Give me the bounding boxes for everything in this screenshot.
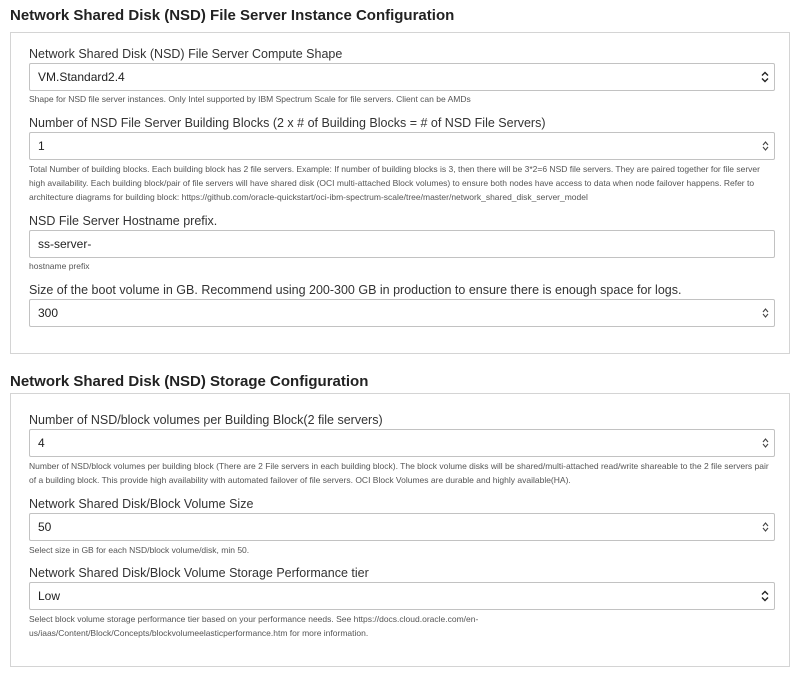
performance-tier-select-wrap [29, 582, 775, 610]
compute-shape-label: Network Shared Disk (NSD) File Server Compute Shape [29, 47, 343, 61]
building-blocks-input[interactable] [29, 132, 775, 160]
select-updown-icon [761, 63, 769, 91]
select-updown-icon [761, 582, 769, 610]
volume-size-value: 50 [38, 520, 52, 534]
storage-panel [10, 393, 790, 667]
hostname-prefix-label: NSD File Server Hostname prefix. [29, 214, 218, 228]
volume-size-help: Select size in GB for each NSD/block volume/disk, min 50. [29, 545, 250, 555]
file-server-panel [10, 32, 790, 354]
boot-volume-label: Size of the boot volume in GB. Recommend using 200-300 GB in production to ensure there is enough space for logs. [29, 283, 682, 297]
performance-tier-label: Network Shared Disk/Block Volume Storage Performance tier [29, 566, 369, 580]
building-blocks-help: Total Number of building blocks. Each building block has 2 file servers. Example: If number of building blocks is 3, then there will be 3*2=6 NSD file servers. They are paired together for file server high availability. Each building block/pair of file servers will have shared disk (OCI multi-attached Block volumes) to ensure both nodes have access to data when node failover happens. Refer to architecture diagrams for building block: https://github.com/oracle-quickstart/oci-ibm-spectrum-scale/tree/master/network_shared_disk_server_model [29, 164, 760, 202]
volumes-per-block-label: Number of NSD/block volumes per Building Block(2 file servers) [29, 413, 383, 427]
performance-tier-value: Low [38, 589, 61, 603]
performance-tier-select[interactable] [29, 582, 775, 610]
hostname-prefix-input[interactable] [29, 230, 775, 258]
spinner-updown-icon[interactable] [762, 299, 769, 327]
volumes-per-block-input[interactable] [29, 429, 775, 457]
spinner-updown-icon[interactable] [762, 132, 769, 160]
hostname-prefix-help: hostname prefix [29, 261, 90, 271]
volumes-per-block-help: Number of NSD/block volumes per building block (There are 2 File servers in each building block). The block volume disks will be shared/multi-attached read/write shareable to the 2 file servers pair of a building block. This provide high availability with automated failover of file servers. OCI Block Volumes are durable and highly available(HA). [29, 461, 769, 485]
compute-shape-help: Shape for NSD file server instances. Only Intel supported by IBM Spectrum Scale for file servers. Client can be AMDs [29, 94, 471, 104]
volume-size-label: Network Shared Disk/Block Volume Size [29, 497, 254, 511]
spinner-updown-icon[interactable] [762, 513, 769, 541]
performance-tier-help: Select block volume storage performance tier based on your performance needs. See https://docs.cloud.oracle.com/en-us/iaas/Content/Block/Concepts/blockvolumeelasticperformance.htm for more information. [29, 614, 479, 638]
spinner-updown-icon[interactable] [762, 429, 769, 457]
volumes-per-block-input-wrap [29, 429, 775, 457]
storage-section-title: Network Shared Disk (NSD) Storage Configuration [10, 373, 369, 390]
compute-shape-select-wrap [29, 63, 775, 91]
boot-volume-value: 300 [38, 306, 59, 320]
volume-size-input[interactable] [29, 513, 775, 541]
building-blocks-input-wrap [29, 132, 775, 160]
compute-shape-value: VM.Standard2.4 [38, 70, 125, 84]
file-server-section-title: Network Shared Disk (NSD) File Server Instance Configuration [10, 7, 455, 24]
volumes-per-block-value: 4 [38, 436, 45, 450]
building-blocks-value: 1 [38, 139, 45, 153]
boot-volume-input-wrap [29, 299, 775, 327]
boot-volume-input[interactable] [29, 299, 775, 327]
hostname-prefix-value: ss-server- [38, 237, 92, 251]
compute-shape-select[interactable] [29, 63, 775, 91]
volume-size-input-wrap [29, 513, 775, 541]
building-blocks-label: Number of NSD File Server Building Blocks (2 x # of Building Blocks = # of NSD File Servers) [29, 116, 546, 130]
